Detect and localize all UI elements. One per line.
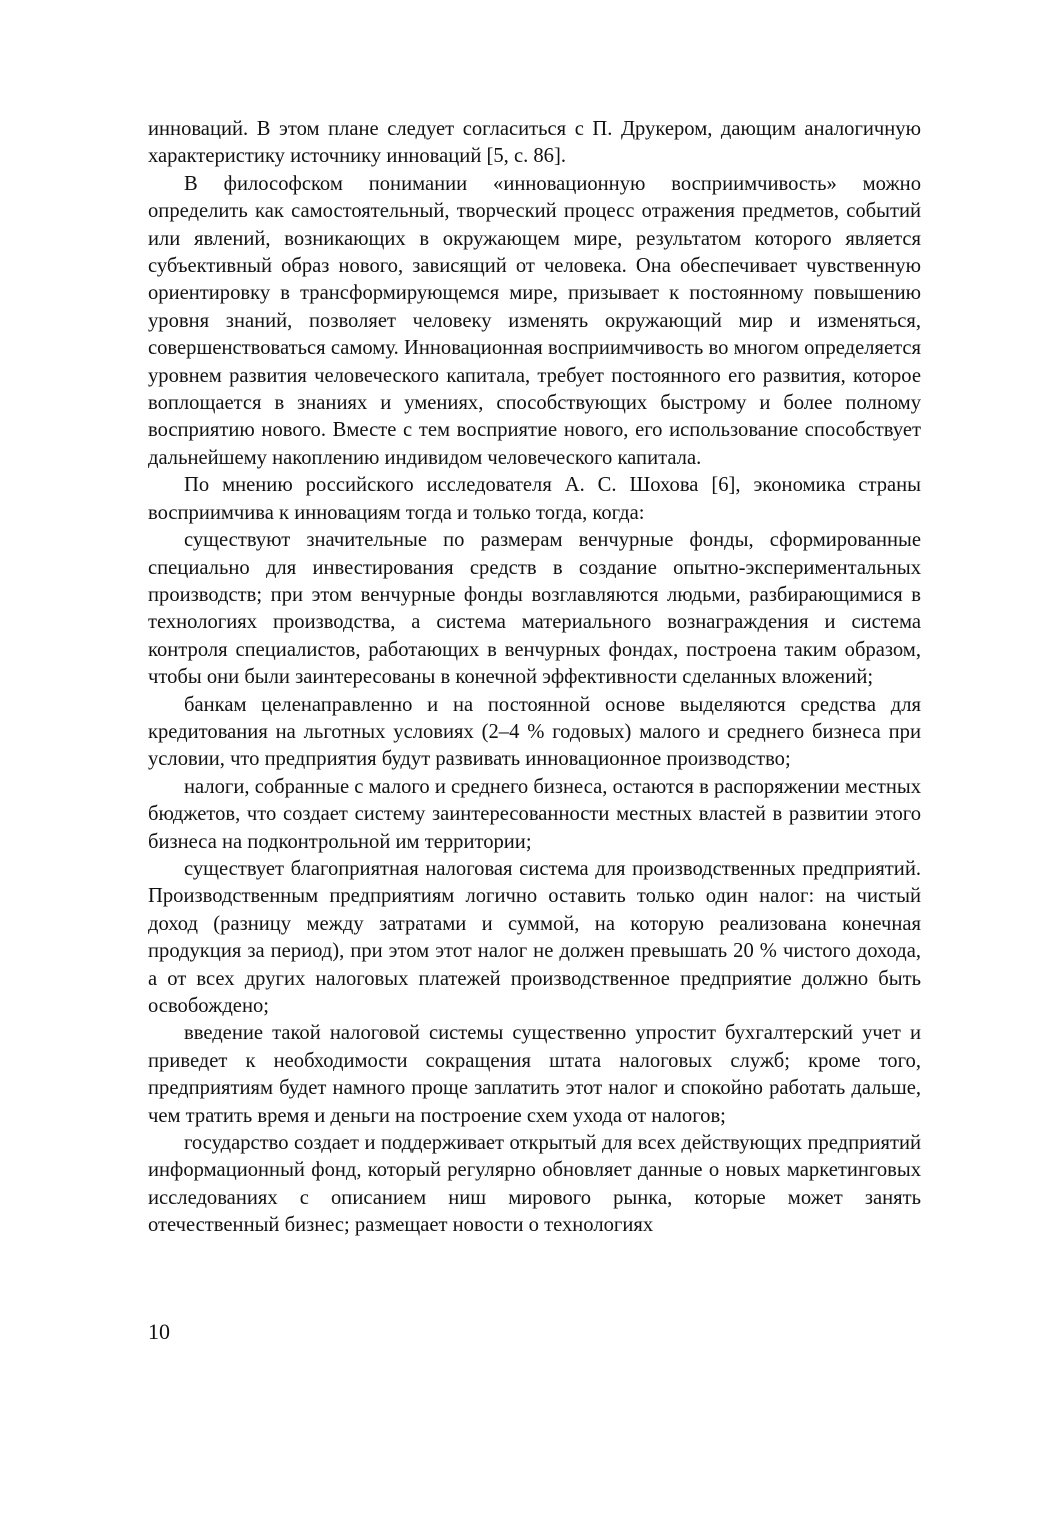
list-item-venture-funds: существуют значительные по размерам венчурные фонды, сформированные специально для инвестирования средств в создание опытно-экспериментальных производств; при этом венчурные фонды возглавляются людьми, разбирающимися в технологиях производства, а система материального вознаграждения и система контроля специалистов, работающих в венчурных фондах, построена таким образом, чтобы они были заинтересованы в конечной эффективности сделанных вложений; xyxy=(148,529,921,689)
list-item-local-taxes: налоги, собранные с малого и среднего бизнеса, остаются в распоряжении местных бюджетов, что создает систему заинтересованности местных властей в развитии этого бизнеса на подконтрольной им территории; xyxy=(148,775,921,853)
page-number: 10 xyxy=(148,1319,170,1344)
document-body xyxy=(148,116,921,1240)
paragraph-shokhov: По мнению российского исследователя А. С. Шохова [6], экономика страны восприимчива к инновациям тогда и только тогда, когда: xyxy=(148,474,921,524)
list-item-bank-credit: банкам целенаправленно и на постоянной основе выделяются средства для кредитования на льготных условиях (2–4 % годовых) малого и среднего бизнеса при условии, что предприятия будут развивать инновационное производство; xyxy=(148,693,921,771)
list-item-tax-system: существует благоприятная налоговая система для производственных предприятий. Производственным предприятиям логично оставить только один налог: на чистый доход (разницу между затратами и суммой, на которую реализована конечная продукция за период), при этом этот налог не должен превышать 20 % чистого дохода, а от всех других налоговых платежей производственное предприятие должно быть освобождено; xyxy=(148,857,921,1017)
list-item-accounting: введение такой налоговой системы существенно упростит бухгалтерский учет и приведет к необходимости сокращения штата налоговых служб; кроме того, предприятиям будет намного проще заплатить этот налог и спокойно работать дальше, чем тратить время и деньги на построение схем ухода от налогов; xyxy=(148,1022,921,1127)
paragraph-continuation: инноваций. В этом плане следует согласиться с П. Друкером, дающим аналогичную характеристику источнику инноваций [5, с. 86]. xyxy=(148,118,921,168)
list-item-information-fund: государство создает и поддерживает открытый для всех действующих предприятий информационный фонд, который регулярно обновляет данные о новых маркетинговых исследованиях с описанием ниш мирового рынка, которые может занять отечественный бизнес; размещает новости о технологиях xyxy=(148,1132,921,1237)
paragraph-philosophy: В философском понимании «инновационную восприимчивость» можно определить как самостоятельный, творческий процесс отражения предметов, событий или явлений, возникающих в окружающем мире, результатом которого является субъективный образ нового, зависящий от человека. Она обеспечивает чувственную ориентировку в трансформирующемся мире, призывает к постоянному повышению уровня знаний, позволяет человеку изменять окружающий мир и изменяться, совершенствоваться самому. Инновационная восприимчивость во многом определяется уровнем развития человеческого капитала, требует постоянного его развития, которое воплощается в знаниях и умениях, способствующих быстрому и более полному восприятию нового. Вместе с тем восприятие нового, его использование способствует дальнейшему накоплению индивидом человеческого капитала. xyxy=(148,172,921,469)
